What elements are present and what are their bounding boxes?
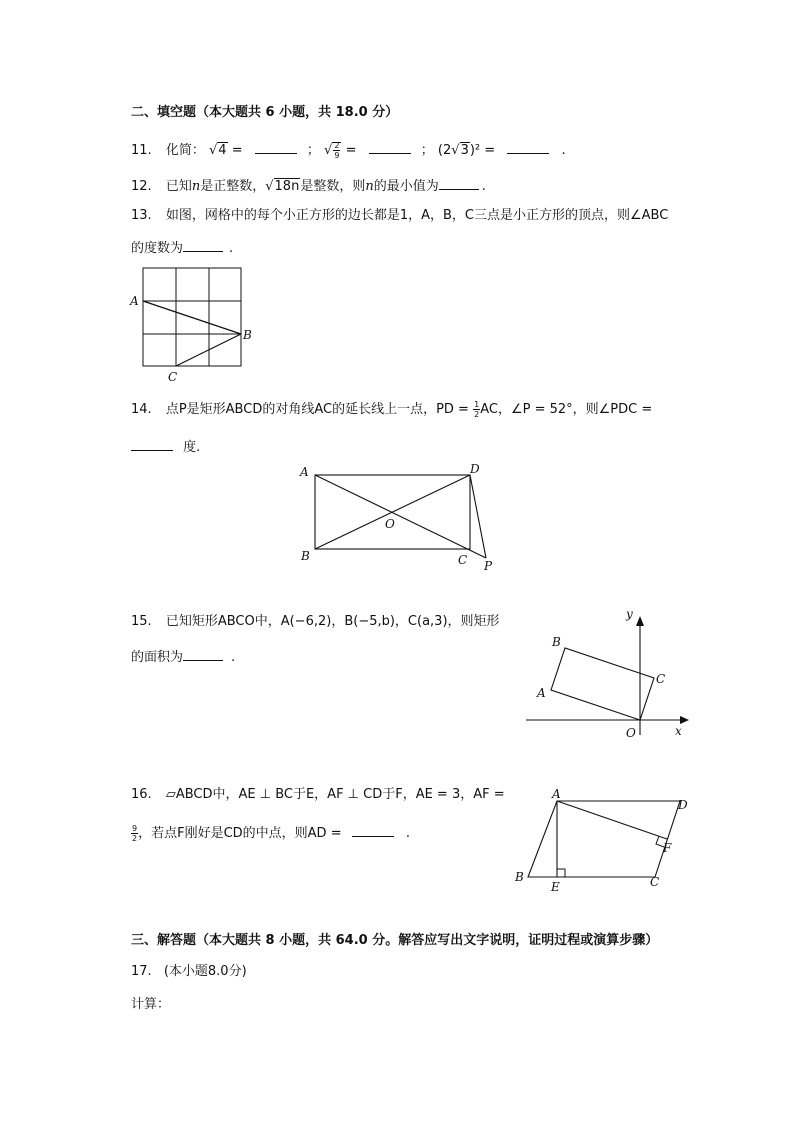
q16-label-b: B [515, 870, 524, 884]
q13-end: . [229, 241, 234, 256]
q13-text-2: 的度数为 [131, 241, 184, 256]
q15-coordinate-figure [522, 607, 697, 740]
q12-text-3: 是整数，则 [300, 179, 366, 194]
q11-end: . [561, 143, 566, 158]
question-13 [131, 207, 668, 225]
q14-rectangle-figure [295, 458, 510, 583]
q16-end: . [405, 826, 411, 841]
q11-answer-blank-2[interactable] [369, 140, 411, 154]
q11-expr3-close: )² = [469, 143, 496, 158]
question-16-line-2 [131, 823, 410, 843]
q14-diagonal-ac-extended [315, 475, 486, 558]
question-11 [131, 140, 566, 160]
q11-sqrt-frac: √ $\frac{2}{9}$ [324, 141, 340, 160]
q15-number: 15. [131, 614, 152, 629]
q16-text-2: ，若点F刚好是CD的中点，则AD = [138, 826, 342, 841]
section-solve-title: 三、解答题（本大题共 8 小题，共 64.0 分。解答应写出文字说明，证明过程或演算步骤） [131, 933, 659, 948]
question-12 [131, 176, 486, 196]
q16-altitude-af [557, 801, 667, 839]
q13-number: 13. [131, 208, 152, 223]
q12-text-1: 已知 [165, 179, 192, 194]
q14-label-c: C [458, 553, 468, 567]
q11-sqrt-4: √4 [208, 143, 227, 158]
q13-segment-ab [143, 301, 241, 334]
question-15 [131, 613, 500, 631]
q13-answer-blank[interactable] [183, 238, 223, 252]
q16-label-a: A [552, 787, 561, 801]
q11-sep-1: ； [306, 143, 320, 158]
q14-text-1: 点P是矩形ABCD的对角线AC的延长线上一点，PD = [165, 402, 469, 417]
q14-segment-dp [470, 475, 486, 558]
q16-parallelogram-abcd [528, 801, 680, 877]
q15-label-c: C [656, 672, 666, 686]
q15-answer-blank[interactable] [183, 647, 223, 661]
q15-text-2: 的面积为 [131, 650, 184, 665]
q14-text-2: AC，∠P = 52°，则∠PDC = [480, 402, 653, 417]
q15-label-a: A [537, 686, 546, 700]
q12-text-2: 是正整数， [200, 179, 266, 194]
q14-label-b: B [301, 549, 310, 563]
q11-answer-blank-1[interactable] [255, 140, 297, 154]
q17-title: (本小题8.0分) [163, 964, 247, 979]
q16-label-d: D [678, 798, 688, 812]
section-fill-title: 二、填空题（本大题共 6 小题，共 18.0 分） [131, 105, 399, 120]
q15-label-x: x [675, 724, 682, 738]
q16-text-1: ▱ABCD中，AE ⊥ BC于E，AF ⊥ CD于F，AE = 3，AF = [165, 787, 505, 802]
q12-sqrt-18n: √18n [265, 179, 300, 194]
q11-expr3-open: (2 [437, 143, 452, 158]
q11-lead: 化简： [165, 143, 205, 158]
q11-eq-1: = [231, 143, 243, 158]
q12-text-4: 的最小值为 [373, 179, 439, 194]
q14-label-d: D [470, 462, 480, 476]
q12-var-n-2: n [365, 179, 374, 194]
q16-label-c: C [650, 875, 660, 889]
question-14-line-2 [131, 437, 200, 457]
q11-answer-blank-3[interactable] [507, 140, 549, 154]
q12-end: . [481, 179, 486, 194]
q14-fraction: $\frac{1}{2}$ [474, 400, 480, 419]
q14-answer-blank[interactable] [131, 437, 173, 451]
q11-eq-2: = [345, 143, 357, 158]
q11-sqrt-3: √3 [451, 143, 469, 158]
q15-x-arrow [680, 716, 689, 724]
q13-grid-figure [125, 262, 265, 387]
q15-label-y: y [626, 607, 633, 621]
q16-right-angle-e [557, 869, 565, 877]
q14-label-a: A [300, 465, 309, 479]
q15-rectangle-abco [551, 648, 654, 720]
question-13-line-2 [131, 238, 233, 258]
q16-number: 16. [131, 787, 152, 802]
q13-text-1: 如图，网格中的每个小正方形的边长都是1，A，B，C三点是小正方形的顶点，则∠ABC [165, 208, 669, 223]
q16-label-f: F [663, 841, 672, 855]
q15-y-arrow [636, 616, 644, 626]
q16-parallelogram-figure [510, 785, 720, 895]
q11-number: 11. [131, 143, 152, 158]
q14-number: 14. [131, 402, 152, 417]
q14-unit: 度. [183, 440, 201, 455]
q12-number: 12. [131, 179, 152, 194]
q15-end: . [231, 650, 236, 665]
q17-prompt: 计算： [131, 997, 171, 1012]
q17-number: 17. [131, 964, 152, 979]
q13-label-b: B [243, 328, 252, 342]
q11-sep-2: ； [420, 143, 434, 158]
q15-label-o: O [626, 726, 636, 740]
question-17 [131, 963, 247, 981]
q14-label-o: O [385, 517, 395, 531]
q16-answer-blank[interactable] [352, 823, 394, 837]
q12-answer-blank[interactable] [439, 176, 479, 190]
question-15-line-2 [131, 647, 235, 667]
q15-text-1: 已知矩形ABCO中，A(−6,2)，B(−5,b)，C(a,3)，则矩形 [165, 614, 500, 629]
question-16 [131, 786, 505, 804]
q14-label-p: P [484, 559, 493, 573]
question-14 [131, 400, 652, 419]
q13-label-c: C [168, 370, 178, 384]
q13-label-a: A [130, 294, 139, 308]
q16-label-e: E [551, 880, 560, 894]
q16-fraction: $\frac{9}{2}$ [132, 824, 138, 843]
q15-label-b: B [552, 635, 561, 649]
q12-var-n: n [191, 179, 201, 194]
